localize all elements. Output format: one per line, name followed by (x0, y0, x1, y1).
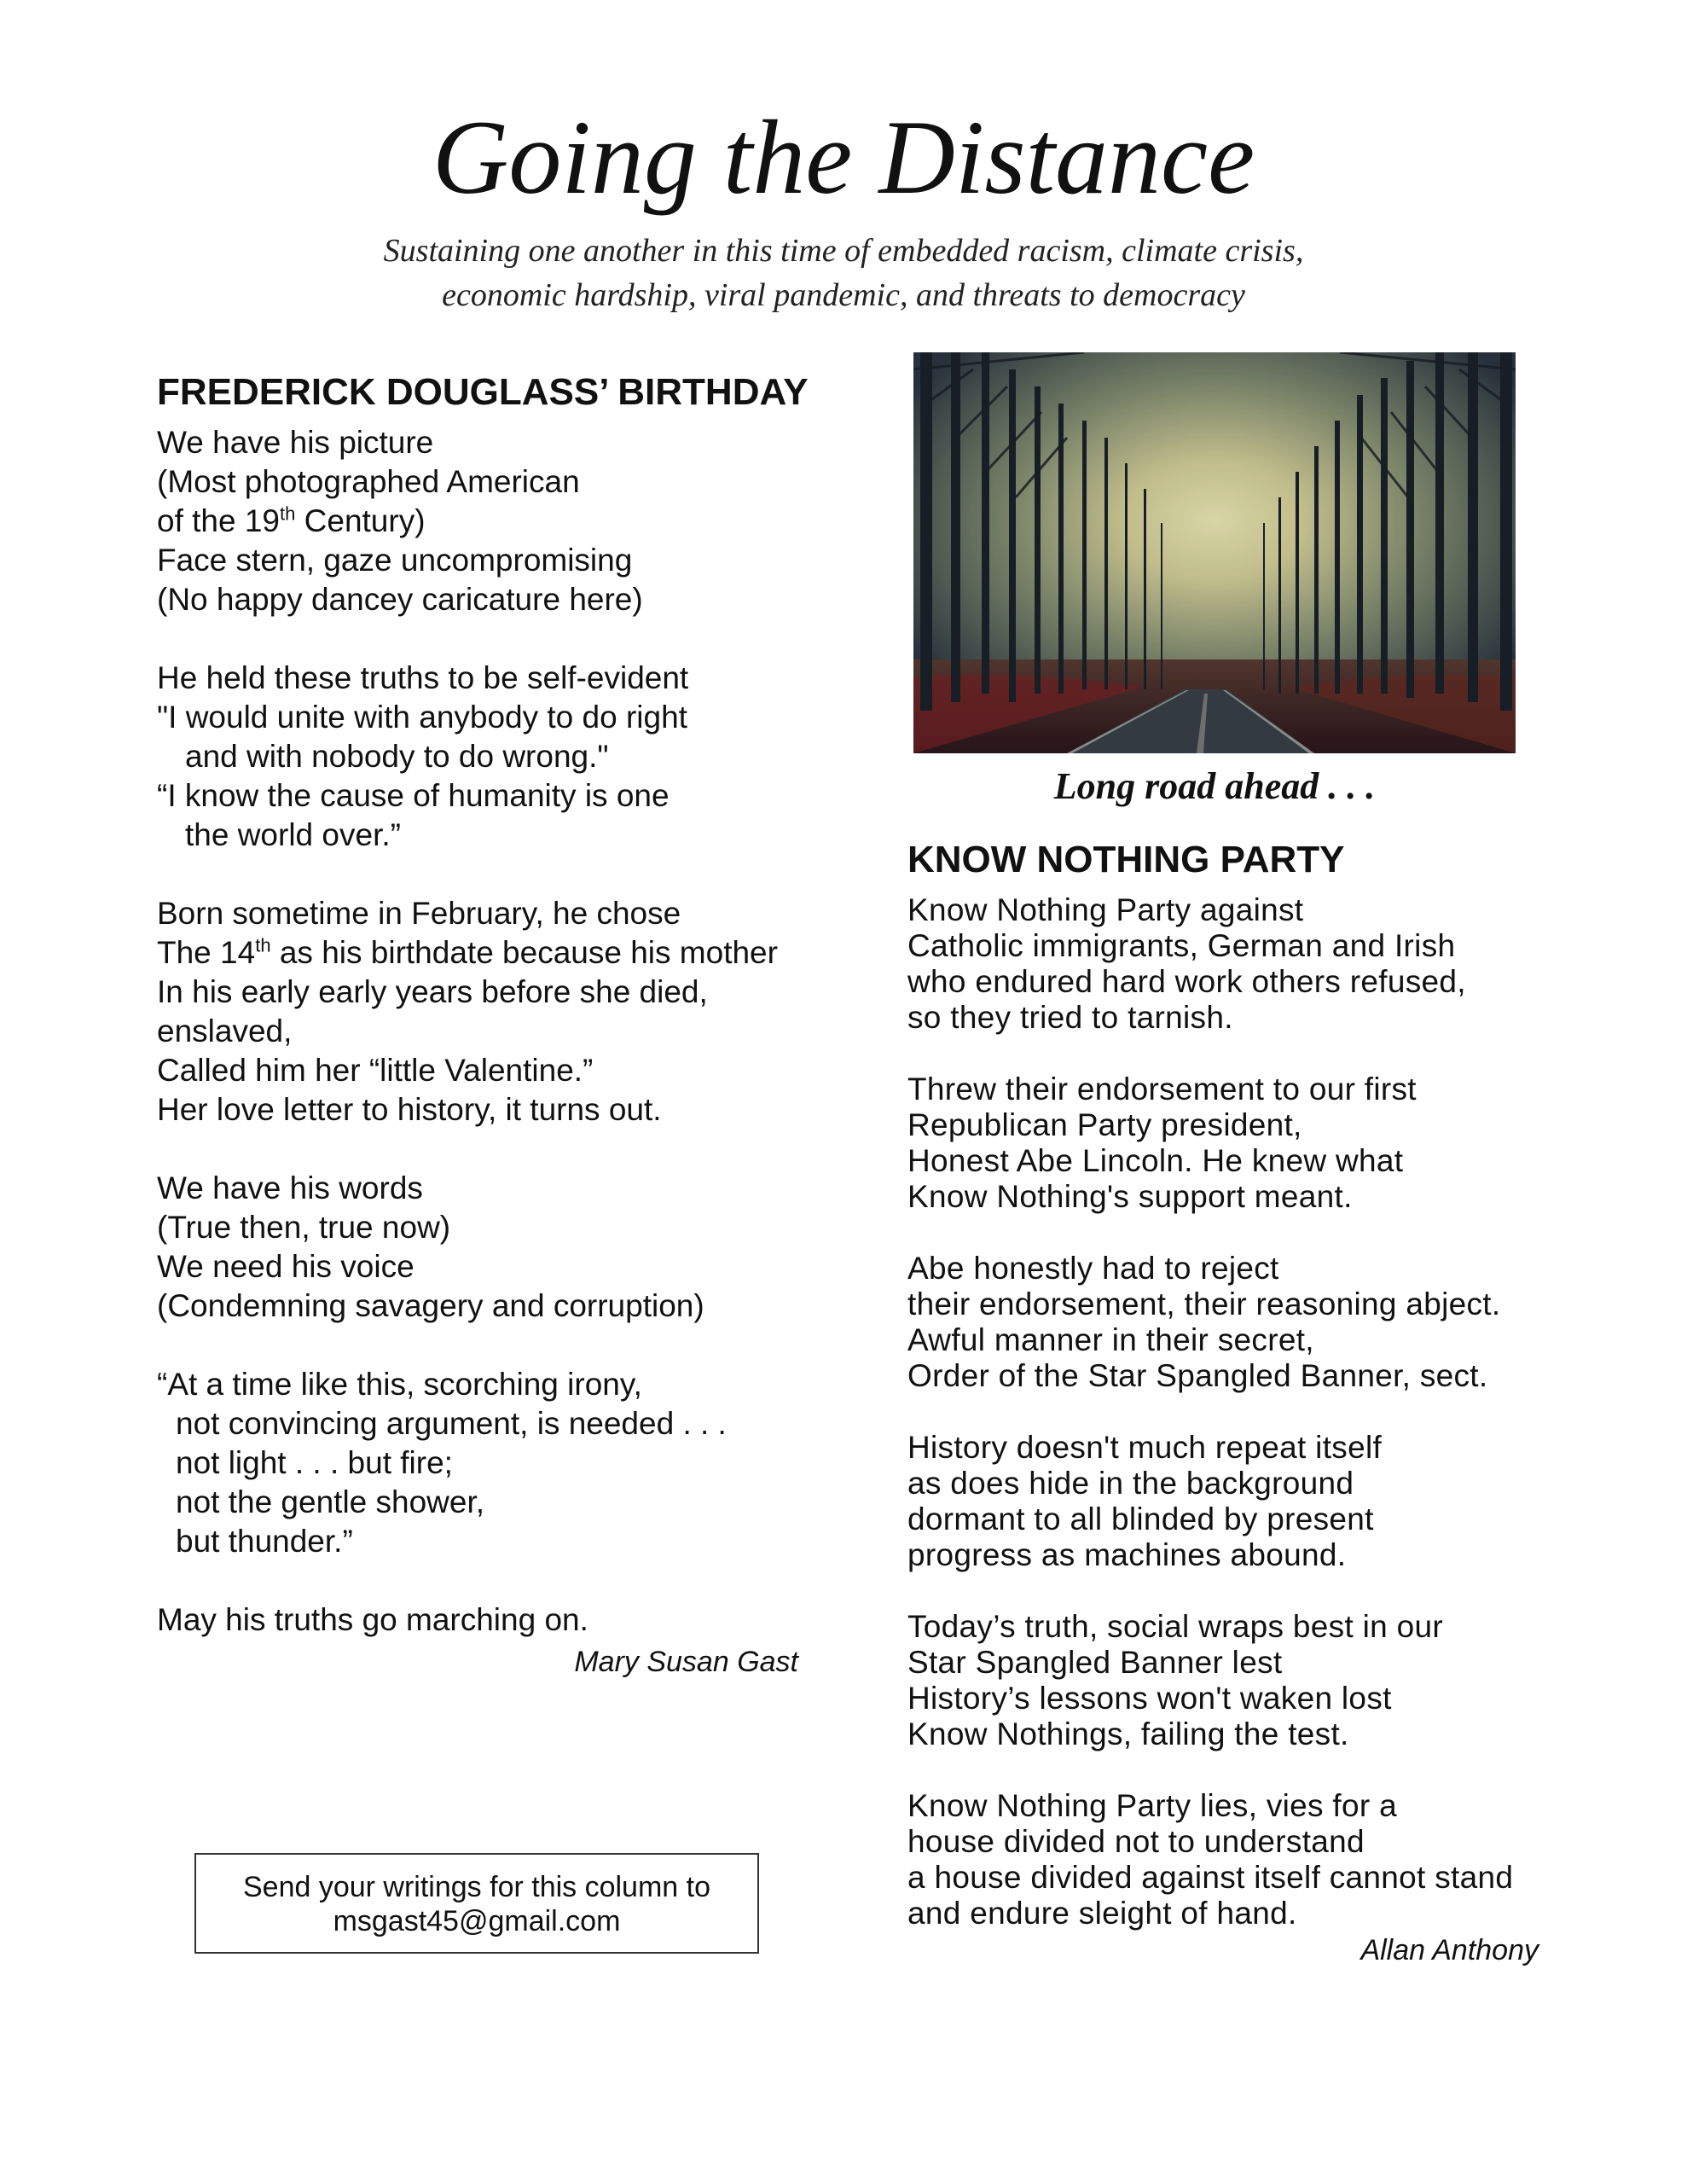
subtitle-line-1: Sustaining one another in this time of embedded racism, climate crisis, (383, 233, 1304, 269)
poem-line: Honest Abe Lincoln. He knew what (907, 1143, 1404, 1178)
right-poem-heading: KNOW NOTHING PARTY (907, 839, 1345, 880)
poem-line: their endorsement, their reasoning abject. (907, 1287, 1501, 1321)
right-stanza-2 (907, 1072, 1590, 1215)
poem-line: Order of the Star Spangled Banner, sect. (907, 1358, 1488, 1393)
poem-line-part: of the 19 (157, 503, 281, 538)
poem-line: Born sometime in February, he chose (157, 896, 681, 931)
poem-line-part: The 14 (157, 935, 256, 970)
poem-line (157, 502, 865, 541)
right-poem-author: Allan Anthony (1360, 1934, 1539, 1966)
left-poem-heading: FREDERICK DOUGLASS’ BIRTHDAY (157, 371, 809, 413)
right-stanza-1 (907, 892, 1590, 1036)
poem-closing-line: May his truths go marching on. (157, 1602, 588, 1637)
poem-line: Know Nothings, failing the test. (907, 1716, 1349, 1751)
poem-line: not convincing argument, is needed . . . (176, 1406, 727, 1441)
page-title: Going the Distance (432, 99, 1255, 216)
photo-caption: Long road ahead . . . (1053, 765, 1376, 807)
poem-line: and with nobody to do wrong." (185, 739, 609, 774)
poem-line: Called him her “little Valentine.” (157, 1053, 594, 1088)
right-stanza-3 (907, 1251, 1590, 1394)
poem-line: "I would unite with anybody to do right (157, 700, 687, 735)
poem-line: and endure sleight of hand. (907, 1896, 1297, 1931)
subtitle-line-2: economic hardship, viral pandemic, and threats to democracy (442, 277, 1245, 313)
poem-line: the world over.” (185, 817, 401, 852)
poem-line: “At a time like this, scorching irony, (157, 1367, 642, 1402)
right-stanza-6 (907, 1788, 1590, 1931)
poem-line: not the gentle shower, (176, 1484, 485, 1519)
poem-line: (Condemning savagery and corruption) (157, 1288, 704, 1323)
poem-line: Abe honestly had to reject (907, 1251, 1279, 1286)
poem-line: “I know the cause of humanity is one (157, 778, 670, 813)
poem-line: He held these truths to be self-evident (157, 660, 689, 695)
right-stanza-5 (907, 1609, 1590, 1752)
left-stanza-5 (157, 1365, 865, 1561)
forest-road-photo (913, 352, 1516, 753)
poem-line: Her love letter to history, it turns out. (157, 1092, 662, 1127)
right-stanza-4 (907, 1430, 1590, 1573)
left-poem-author: Mary Susan Gast (574, 1646, 798, 1678)
poem-line: Know Nothing Party against (907, 892, 1304, 927)
submission-email: msgast45@gmail.com (333, 1905, 621, 1937)
page-subtitle (0, 229, 1687, 317)
poem-line: We need his voice (157, 1249, 415, 1284)
poem-line: progress as machines abound. (907, 1537, 1347, 1572)
poem-line-part: Century) (295, 503, 426, 538)
poem-line: Star Spangled Banner lest (907, 1645, 1283, 1680)
poem-line: Know Nothing Party lies, vies for a (907, 1788, 1397, 1823)
poem-line: Awful manner in their secret, (907, 1322, 1314, 1357)
left-stanza-4 (157, 1169, 865, 1326)
poem-line: In his early early years before she died, (157, 974, 708, 1009)
poem-line-part: as his birthdate because his mother (270, 935, 778, 970)
poem-line: Today’s truth, social wraps best in our (907, 1609, 1443, 1644)
poem-line: (No happy dancey caricature here) (157, 582, 643, 617)
ordinal-suffix: th (255, 934, 271, 956)
poem-line: enslaved, (157, 1014, 293, 1048)
poem-line: Know Nothing's support meant. (907, 1179, 1353, 1214)
poem-line: not light . . . but fire; (176, 1445, 453, 1480)
left-stanza-3 (157, 894, 865, 1130)
poem-line: We have his words (157, 1170, 423, 1205)
poem-line (157, 933, 865, 973)
poem-line: Face stern, gaze uncompromising (157, 543, 633, 578)
poem-line: so they tried to tarnish. (907, 1000, 1233, 1035)
poem-line: Republican Party president, (907, 1107, 1302, 1142)
poem-line: History’s lessons won't waken lost (907, 1681, 1392, 1716)
left-poem (157, 367, 865, 1681)
ordinal-suffix: th (280, 502, 296, 525)
poem-line: a house divided against itself cannot stand (907, 1860, 1514, 1895)
poem-line: Threw their endorsement to our first (907, 1072, 1417, 1107)
submission-text: Send your writings for this column to (242, 1871, 711, 1903)
left-stanza-2 (157, 659, 865, 855)
submission-box (194, 1853, 759, 1954)
poem-line: but thunder.” (176, 1524, 353, 1559)
poem-line: We have his picture (157, 425, 434, 460)
poem-line: Catholic immigrants, German and Irish (907, 928, 1456, 963)
right-poem (907, 834, 1590, 1969)
poem-line: as does hide in the background (907, 1466, 1354, 1501)
poem-line: dormant to all blinded by present (907, 1502, 1374, 1536)
poem-line: (True then, true now) (157, 1210, 451, 1245)
poem-line: (Most photographed American (157, 464, 580, 499)
poem-line: house divided not to understand (907, 1824, 1365, 1859)
poem-line: History doesn't much repeat itself (907, 1430, 1383, 1465)
poem-line: who endured hard work others refused, (907, 964, 1466, 999)
left-stanza-1 (157, 423, 865, 619)
